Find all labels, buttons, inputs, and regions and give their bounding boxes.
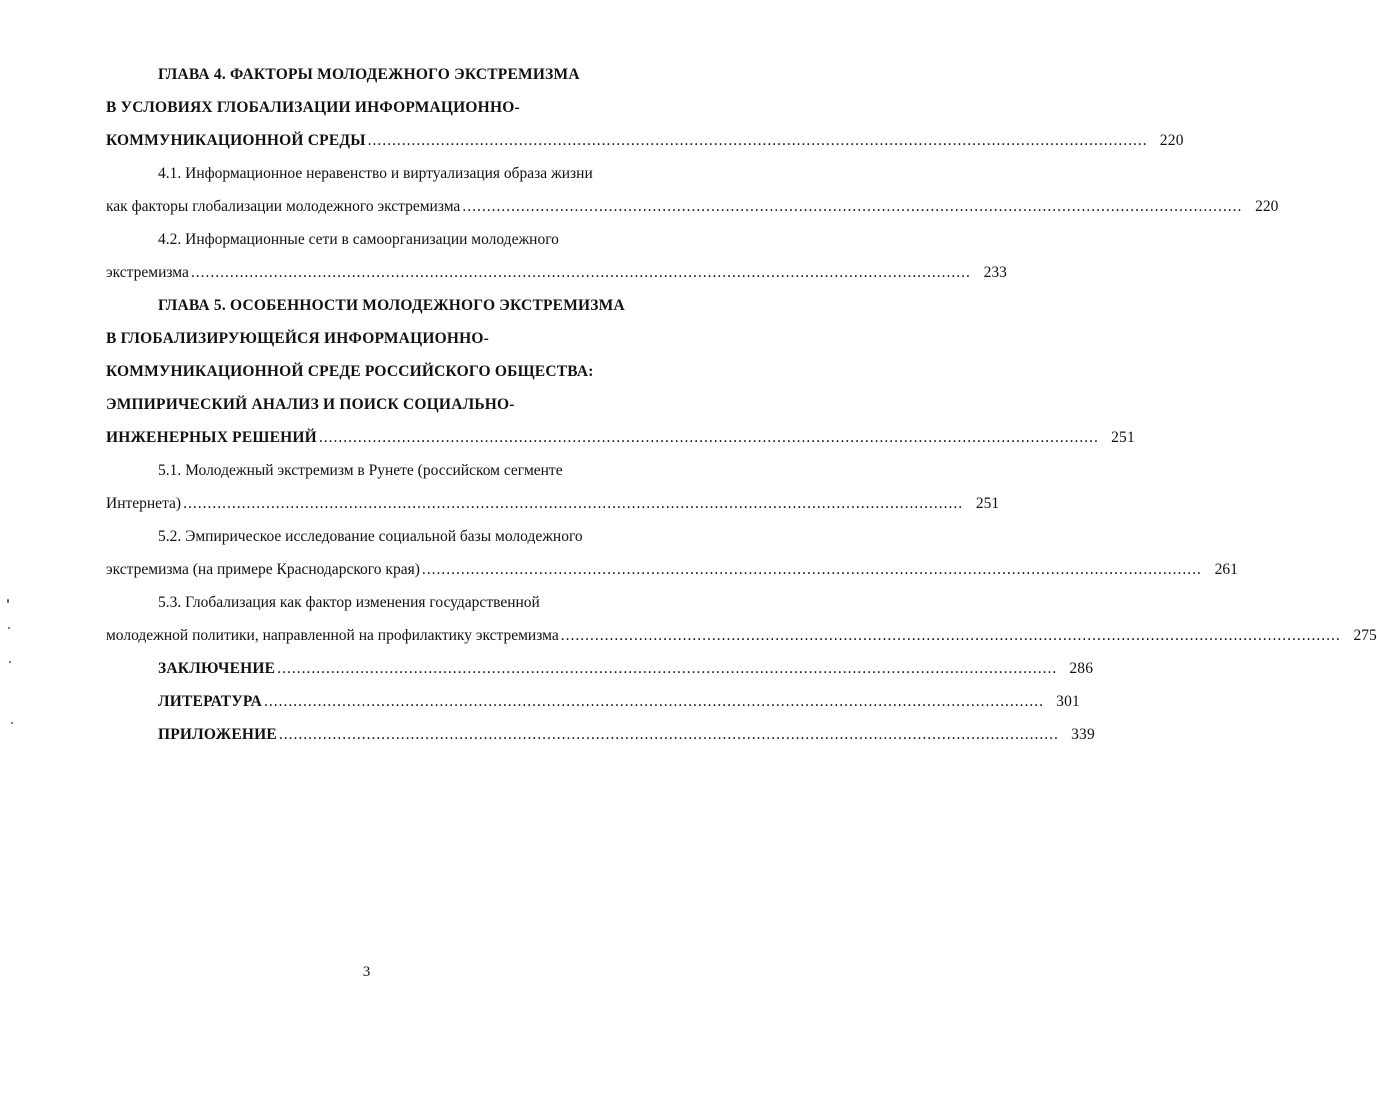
toc-page-number: 286 [1069, 660, 1094, 677]
toc-entry-4-2 [106, 260, 1007, 286]
toc-line: 5.3. Глобализация как фактор изменения государственной [158, 594, 540, 611]
toc-heading-line: В ГЛОБАЛИЗИРУЮЩЕЙСЯ ИНФОРМАЦИОННО- [106, 330, 489, 347]
dot-leader: ................................................................................................................................................................ [183, 495, 964, 512]
toc-entry-title: ИНЖЕНЕРНЫХ РЕШЕНИЙ [106, 429, 317, 446]
toc-entry-4-1 [106, 194, 1279, 220]
toc-entry-title: как факторы глобализации молодежного экстремизма [106, 198, 461, 215]
toc-entry-title: КОММУНИКАЦИОННОЙ СРЕДЫ [106, 132, 366, 149]
dot-leader: ................................................................................................................................................................ [277, 660, 1058, 677]
scan-speck [11, 722, 13, 724]
dot-leader: ................................................................................................................................................................ [190, 264, 971, 281]
toc-entry-5-2 [106, 557, 1238, 583]
scan-speck [7, 599, 9, 603]
toc-page-number: 251 [1111, 429, 1135, 446]
scan-speck [8, 627, 10, 629]
toc-entry-conclusion [106, 656, 1094, 682]
toc-heading-line: ГЛАВА 5. ОСОБЕННОСТИ МОЛОДЕЖНОГО ЭКСТРЕМИЗМА [158, 297, 625, 314]
toc-line: 4.1. Информационное неравенство и виртуализация образа жизни [158, 165, 593, 182]
dot-leader: ................................................................................................................................................................ [264, 693, 1044, 710]
page-number: 3 [362, 964, 371, 980]
dot-leader: ................................................................................................................................................................ [278, 726, 1059, 743]
toc-entry-appendix [106, 722, 1095, 748]
toc-entry-5-1 [106, 491, 1000, 517]
toc-heading-line: В УСЛОВИЯХ ГЛОБАЛИЗАЦИИ ИНФОРМАЦИОННО- [106, 99, 520, 116]
toc-line: 4.2. Информационные сети в самоорганизации молодежного [158, 231, 559, 248]
scan-speck [9, 661, 11, 663]
toc-entry-title: молодежной политики, направленной на профилактику экстремизма [106, 627, 559, 644]
toc-entry-chapter-5 [106, 425, 1135, 451]
toc-entry-literature [106, 689, 1080, 715]
dot-leader: ................................................................................................................................................................ [462, 198, 1243, 215]
toc-page-number: 275 [1353, 627, 1377, 644]
dot-leader: ................................................................................................................................................................ [560, 627, 1341, 644]
toc-page-number: 339 [1071, 726, 1095, 743]
toc-page-number: 301 [1056, 693, 1080, 710]
toc-heading-line: КОММУНИКАЦИОННОЙ СРЕДЕ РОССИЙСКОГО ОБЩЕСТВА: [106, 363, 594, 380]
toc-page-number: 261 [1214, 561, 1238, 578]
toc-page-number: 220 [1255, 198, 1279, 215]
toc-entry-title: ЗАКЛЮЧЕНИЕ [158, 660, 276, 677]
toc-entry-title: экстремизма (на примере Краснодарского края) [106, 561, 420, 578]
toc-page-number: 251 [975, 495, 1000, 512]
toc-line: 5.1. Молодежный экстремизм в Рунете (российском сегменте [158, 462, 563, 479]
toc-heading-line: ГЛАВА 4. ФАКТОРЫ МОЛОДЕЖНОГО ЭКСТРЕМИЗМА [158, 66, 580, 83]
toc-page-number: 220 [1159, 132, 1184, 149]
toc-entry-5-3 [106, 623, 1377, 649]
toc-heading-line: ЭМПИРИЧЕСКИЙ АНАЛИЗ И ПОИСК СОЦИАЛЬНО- [106, 396, 515, 413]
toc-entry-chapter-4 [106, 128, 1184, 154]
toc-entry-title: Интернета) [106, 495, 182, 512]
toc-entry-title: ПРИЛОЖЕНИЕ [158, 726, 277, 743]
dot-leader: ................................................................................................................................................................ [318, 429, 1099, 446]
toc-page-number: 233 [983, 264, 1007, 281]
toc-entry-title: ЛИТЕРАТУРА [158, 693, 262, 710]
toc-entry-title: экстремизма [106, 264, 189, 281]
toc-line: 5.2. Эмпирическое исследование социальной базы молодежного [158, 528, 583, 545]
dot-leader: ................................................................................................................................................................ [421, 561, 1202, 578]
dot-leader: ................................................................................................................................................................ [367, 132, 1148, 149]
